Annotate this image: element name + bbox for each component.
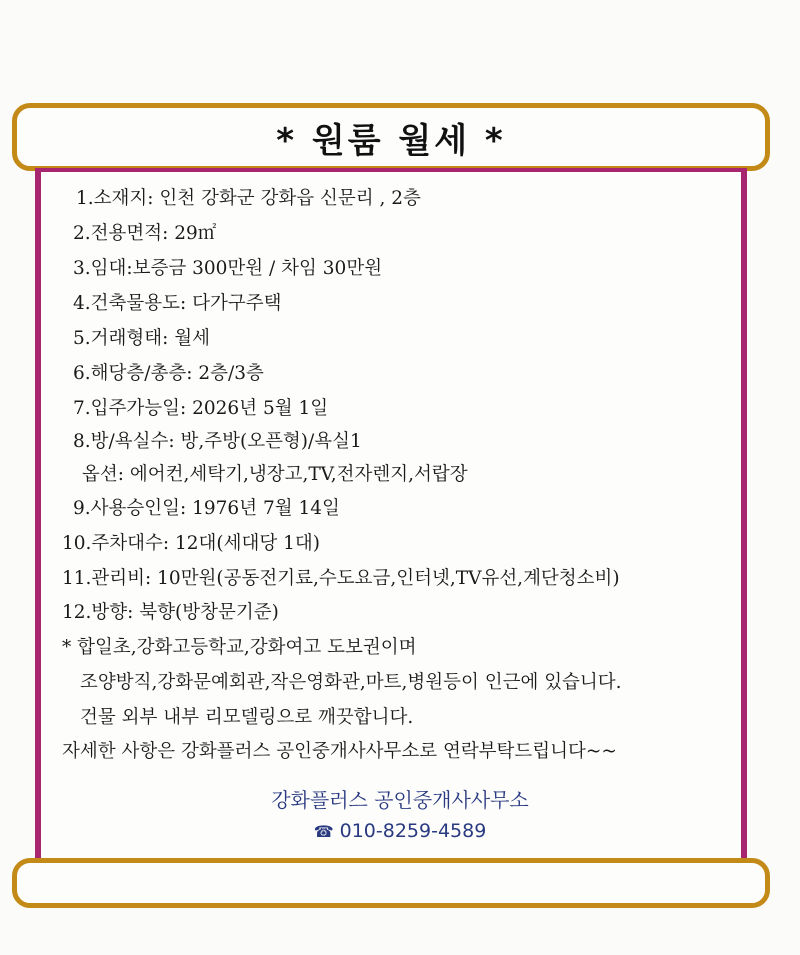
- listing-line-move-in: 7.입주가능일: 2026년 5월 1일: [73, 398, 329, 419]
- listing-line-rent: 3.임대:보증금 300만원 / 차임 30만원: [73, 258, 383, 279]
- listing-line-approval-date: 9.사용승인일: 1976년 7월 14일: [73, 498, 340, 519]
- phone-number[interactable]: 010-8259-4589: [339, 820, 487, 842]
- listing-line-deal-type: 5.거래형태: 월세: [73, 328, 210, 349]
- phone-icon: ☎: [313, 822, 334, 841]
- listing-line-options: 옵션: 에어컨,세탁기,냉장고,TV,전자렌지,서랍장: [82, 464, 468, 485]
- listing-line-building-use: 4.건축물용도: 다가구주택: [73, 293, 282, 314]
- note-line-remodeling: 건물 외부 내부 리모델링으로 깨끗합니다.: [80, 707, 414, 728]
- listing-line-rooms: 8.방/욕실수: 방,주방(오픈형)/욕실1: [73, 431, 362, 452]
- page-title: * 원룸 월세 *: [276, 120, 506, 161]
- title-banner: [12, 103, 770, 171]
- note-line-schools: * 합일초,강화고등학교,강화여고 도보권이며: [62, 637, 417, 658]
- office-name: 강화플러스 공인중개사사무소: [271, 788, 529, 812]
- listing-line-maintenance: 11.관리비: 10만원(공동전기료,수도요금,인터넷,TV유선,계단청소비): [62, 568, 620, 589]
- listing-line-direction: 12.방향: 북향(방창문기준): [62, 602, 279, 623]
- listing-line-parking: 10.주차대수: 12대(세대당 1대): [62, 533, 321, 554]
- listing-line-area: 2.전용면적: 29㎡: [73, 223, 217, 244]
- listing-line-location: 1.소재지: 인천 강화군 강화읍 신문리 , 2층: [76, 188, 421, 209]
- bottom-banner: [12, 858, 770, 908]
- phone-contact[interactable]: [0, 820, 800, 842]
- listing-line-floor: 6.해당층/총층: 2층/3층: [73, 363, 264, 384]
- note-line-contact: 자세한 사항은 강화플러스 공인중개사사무소로 연락부탁드립니다~~: [62, 741, 617, 762]
- note-line-nearby: 조양방직,강화문예회관,작은영화관,마트,병원등이 인근에 있습니다.: [80, 672, 622, 693]
